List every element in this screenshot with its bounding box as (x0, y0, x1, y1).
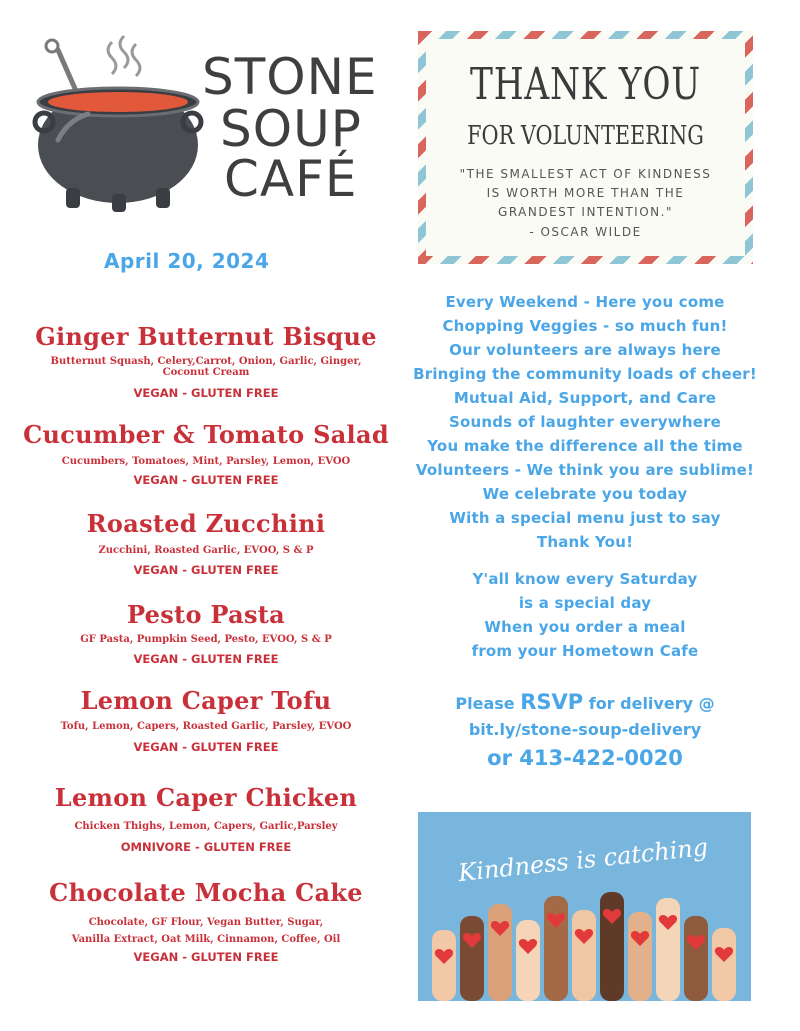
soup-pot-icon (28, 30, 206, 212)
dish-tag: VEGAN - GLUTEN FREE (133, 950, 279, 964)
dish-ingredients: Zucchini, Roasted Garlic, EVOO, S & P (98, 545, 314, 556)
dish-tag: VEGAN - GLUTEN FREE (133, 386, 279, 400)
poem-line: With a special menu just to say (449, 509, 721, 527)
quote-line: "THE SMALLEST ACT OF KINDNESS (459, 167, 712, 181)
dish-ingredients: Tofu, Lemon, Capers, Roasted Garlic, Parsley, EVOO (60, 721, 352, 732)
dish-ingredients: Chocolate, GF Flour, Vegan Butter, Sugar, (88, 917, 324, 928)
poem-line: When you order a meal (484, 618, 686, 636)
dish-ingredients: Vanilla Extract, Oat Milk, Cinnamon, Coffee, Oil (71, 934, 341, 945)
poem-line: We celebrate you today (482, 485, 688, 503)
dish-tag: VEGAN - GLUTEN FREE (133, 652, 279, 666)
kindness-caption: Kindness is catching (457, 833, 710, 888)
poem-line: Y'all know every Saturday (472, 570, 698, 588)
logo-text-cafe: CAFÉ (224, 150, 358, 208)
dish-ingredients: Chicken Thighs, Lemon, Capers, Garlic,Parsley (74, 821, 338, 832)
logo-text-soup: SOUP (220, 100, 362, 158)
poem-line: Bringing the community loads of cheer! (413, 365, 757, 383)
quote-author: - OSCAR WILDE (529, 225, 642, 239)
dish-ingredients: Coconut Cream (162, 367, 250, 378)
raised-hands-hearts-illustration (418, 812, 751, 1001)
rsvp-suffix: for delivery @ (583, 694, 715, 713)
poem-line: from your Hometown Cafe (471, 642, 699, 660)
dish-name: Pesto Pasta (126, 600, 286, 629)
dish-name: Chocolate Mocha Cake (49, 878, 363, 907)
dish-tag: VEGAN - GLUTEN FREE (133, 473, 279, 487)
thank-you-title: THANK YOU (470, 59, 701, 110)
dish-name: Roasted Zucchini (86, 509, 326, 538)
dish-ingredients: Cucumbers, Tomatoes, Mint, Parsley, Lemon, EVOO (61, 456, 351, 467)
dish-ingredients: GF Pasta, Pumpkin Seed, Pesto, EVOO, S & P (80, 634, 332, 645)
thank-you-card (418, 31, 753, 264)
dish-ingredients: Butternut Squash, Celery,Carrot, Onion, Garlic, Ginger, (50, 356, 362, 367)
poem-line: Volunteers - We think you are sublime! (415, 461, 755, 479)
thank-you-subtitle: FOR VOLUNTEERING (467, 121, 704, 151)
dish-tag: VEGAN - GLUTEN FREE (133, 563, 279, 577)
poem-line: Thank You! (536, 533, 634, 551)
poem-line: Sounds of laughter everywhere (448, 413, 722, 431)
rsvp-prefix: Please (455, 694, 521, 713)
rsvp-line (400, 690, 770, 714)
poem-line: Mutual Aid, Support, and Care (453, 389, 717, 407)
quote-line: IS WORTH MORE THAN THE (486, 186, 685, 200)
poem-line: is a special day (518, 594, 652, 612)
dish-name: Ginger Butternut Bisque (35, 322, 377, 351)
quote-line: GRANDEST INTENTION." (498, 205, 673, 219)
poem-line: Every Weekend - Here you come (445, 293, 725, 311)
rsvp-phone[interactable]: or 413-422-0020 (487, 746, 683, 770)
dish-name: Lemon Caper Chicken (54, 783, 358, 812)
poem-line: Our volunteers are always here (449, 341, 721, 359)
poem-line: You make the difference all the time (427, 437, 743, 455)
rsvp-link[interactable]: bit.ly/stone-soup-delivery (468, 720, 702, 739)
menu-date: April 20, 2024 (104, 249, 270, 273)
dish-name: Lemon Caper Tofu (80, 686, 332, 715)
rsvp-word: RSVP (520, 690, 584, 714)
dish-tag: VEGAN - GLUTEN FREE (133, 740, 279, 754)
dish-name: Cucumber & Tomato Salad (23, 420, 389, 449)
poem-line: Chopping Veggies - so much fun! (442, 317, 728, 335)
logo-text-stone: STONE (202, 48, 378, 106)
dish-tag: OMNIVORE - GLUTEN FREE (120, 840, 292, 854)
